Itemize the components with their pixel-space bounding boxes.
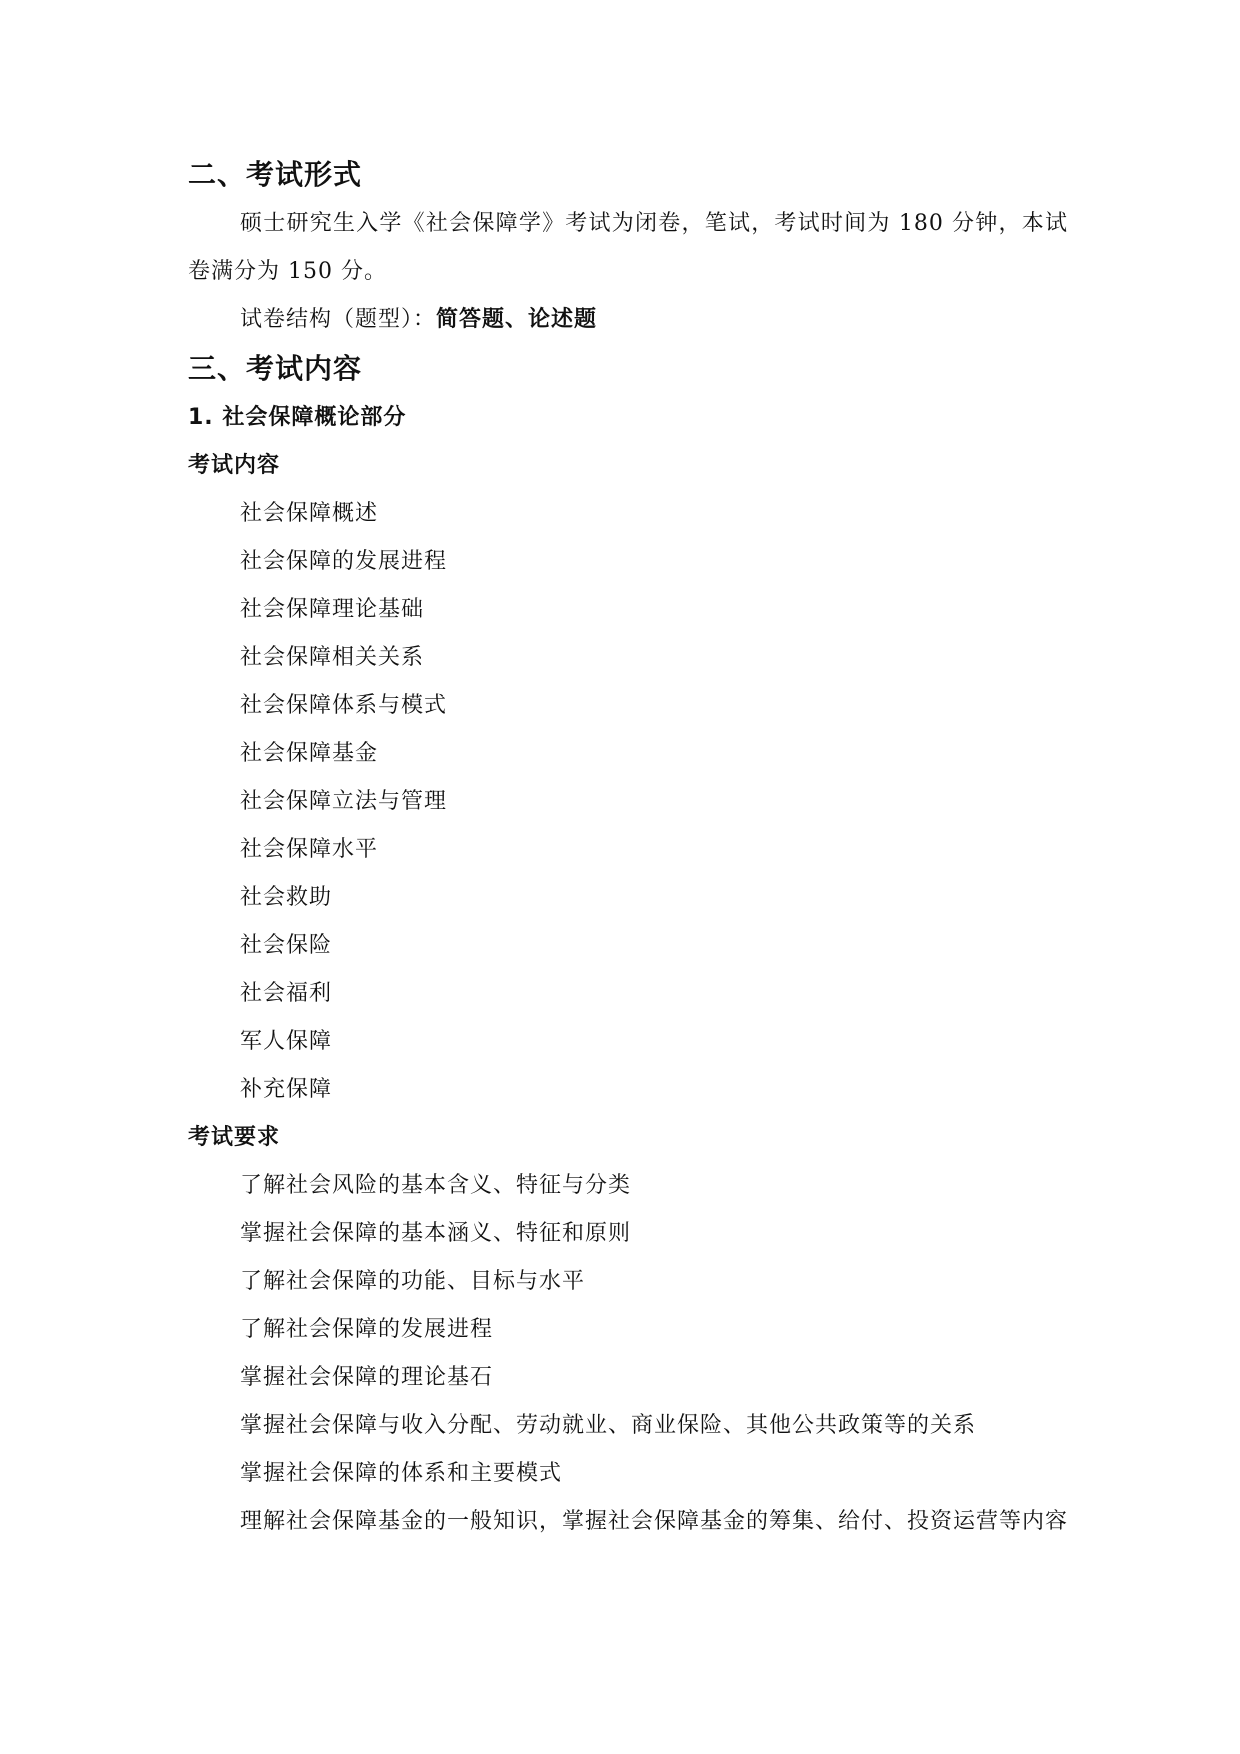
list-item: 了解社会风险的基本含义、特征与分类 [240,1173,632,1198]
exam-format-paragraph: 硕士研究生入学《社会保障学》考试为闭卷，笔试，考试时间为 180 分钟，本试卷满分为 150 分。 [188,211,1068,284]
list-item: 军人保障 [240,1029,333,1054]
section-heading-exam-format: 二、考试形式 [188,158,363,191]
list-item: 掌握社会保障的理论基石 [240,1365,494,1390]
list-item: 掌握社会保障与收入分配、劳动就业、商业保险、其他公共政策等的关系 [240,1413,977,1438]
list-item: 社会救助 [240,885,333,910]
list-item: 掌握社会保障的体系和主要模式 [240,1461,563,1486]
list-item: 补充保障 [240,1077,333,1102]
list-item: 社会保障水平 [240,837,379,862]
document-page [188,150,1068,1546]
question-types: 简答题、论述题 [436,307,598,332]
content-list [188,490,1068,1114]
list-item: 社会保障理论基础 [240,597,425,622]
list-item: 理解社会保障基金的一般知识，掌握社会保障基金的筹集、给付、投资运营等内容 [240,1509,1069,1534]
list-item: 社会保障的发展进程 [240,549,448,574]
list-item: 了解社会保障的发展进程 [240,1317,494,1342]
list-item: 社会保险 [240,933,333,958]
paper-structure-paragraph [188,296,1068,344]
list-item: 社会保障基金 [240,741,379,766]
section-heading-exam-content: 三、考试内容 [188,352,363,385]
list-item: 社会保障体系与模式 [240,693,448,718]
paper-structure-label: 试卷结构（题型）： [240,307,437,332]
list-item: 社会福利 [240,981,333,1006]
requirements-list [188,1162,1068,1546]
list-item: 社会保障相关关系 [240,645,425,670]
list-item: 掌握社会保障的基本涵义、特征和原则 [240,1221,632,1246]
list-item: 社会保障概述 [240,501,379,526]
list-item: 社会保障立法与管理 [240,789,448,814]
content-heading: 考试内容 [188,453,281,478]
list-item: 了解社会保障的功能、目标与水平 [240,1269,586,1294]
part-title-social-security-overview: 1. 社会保障概论部分 [188,405,407,430]
requirements-heading: 考试要求 [188,1125,281,1150]
